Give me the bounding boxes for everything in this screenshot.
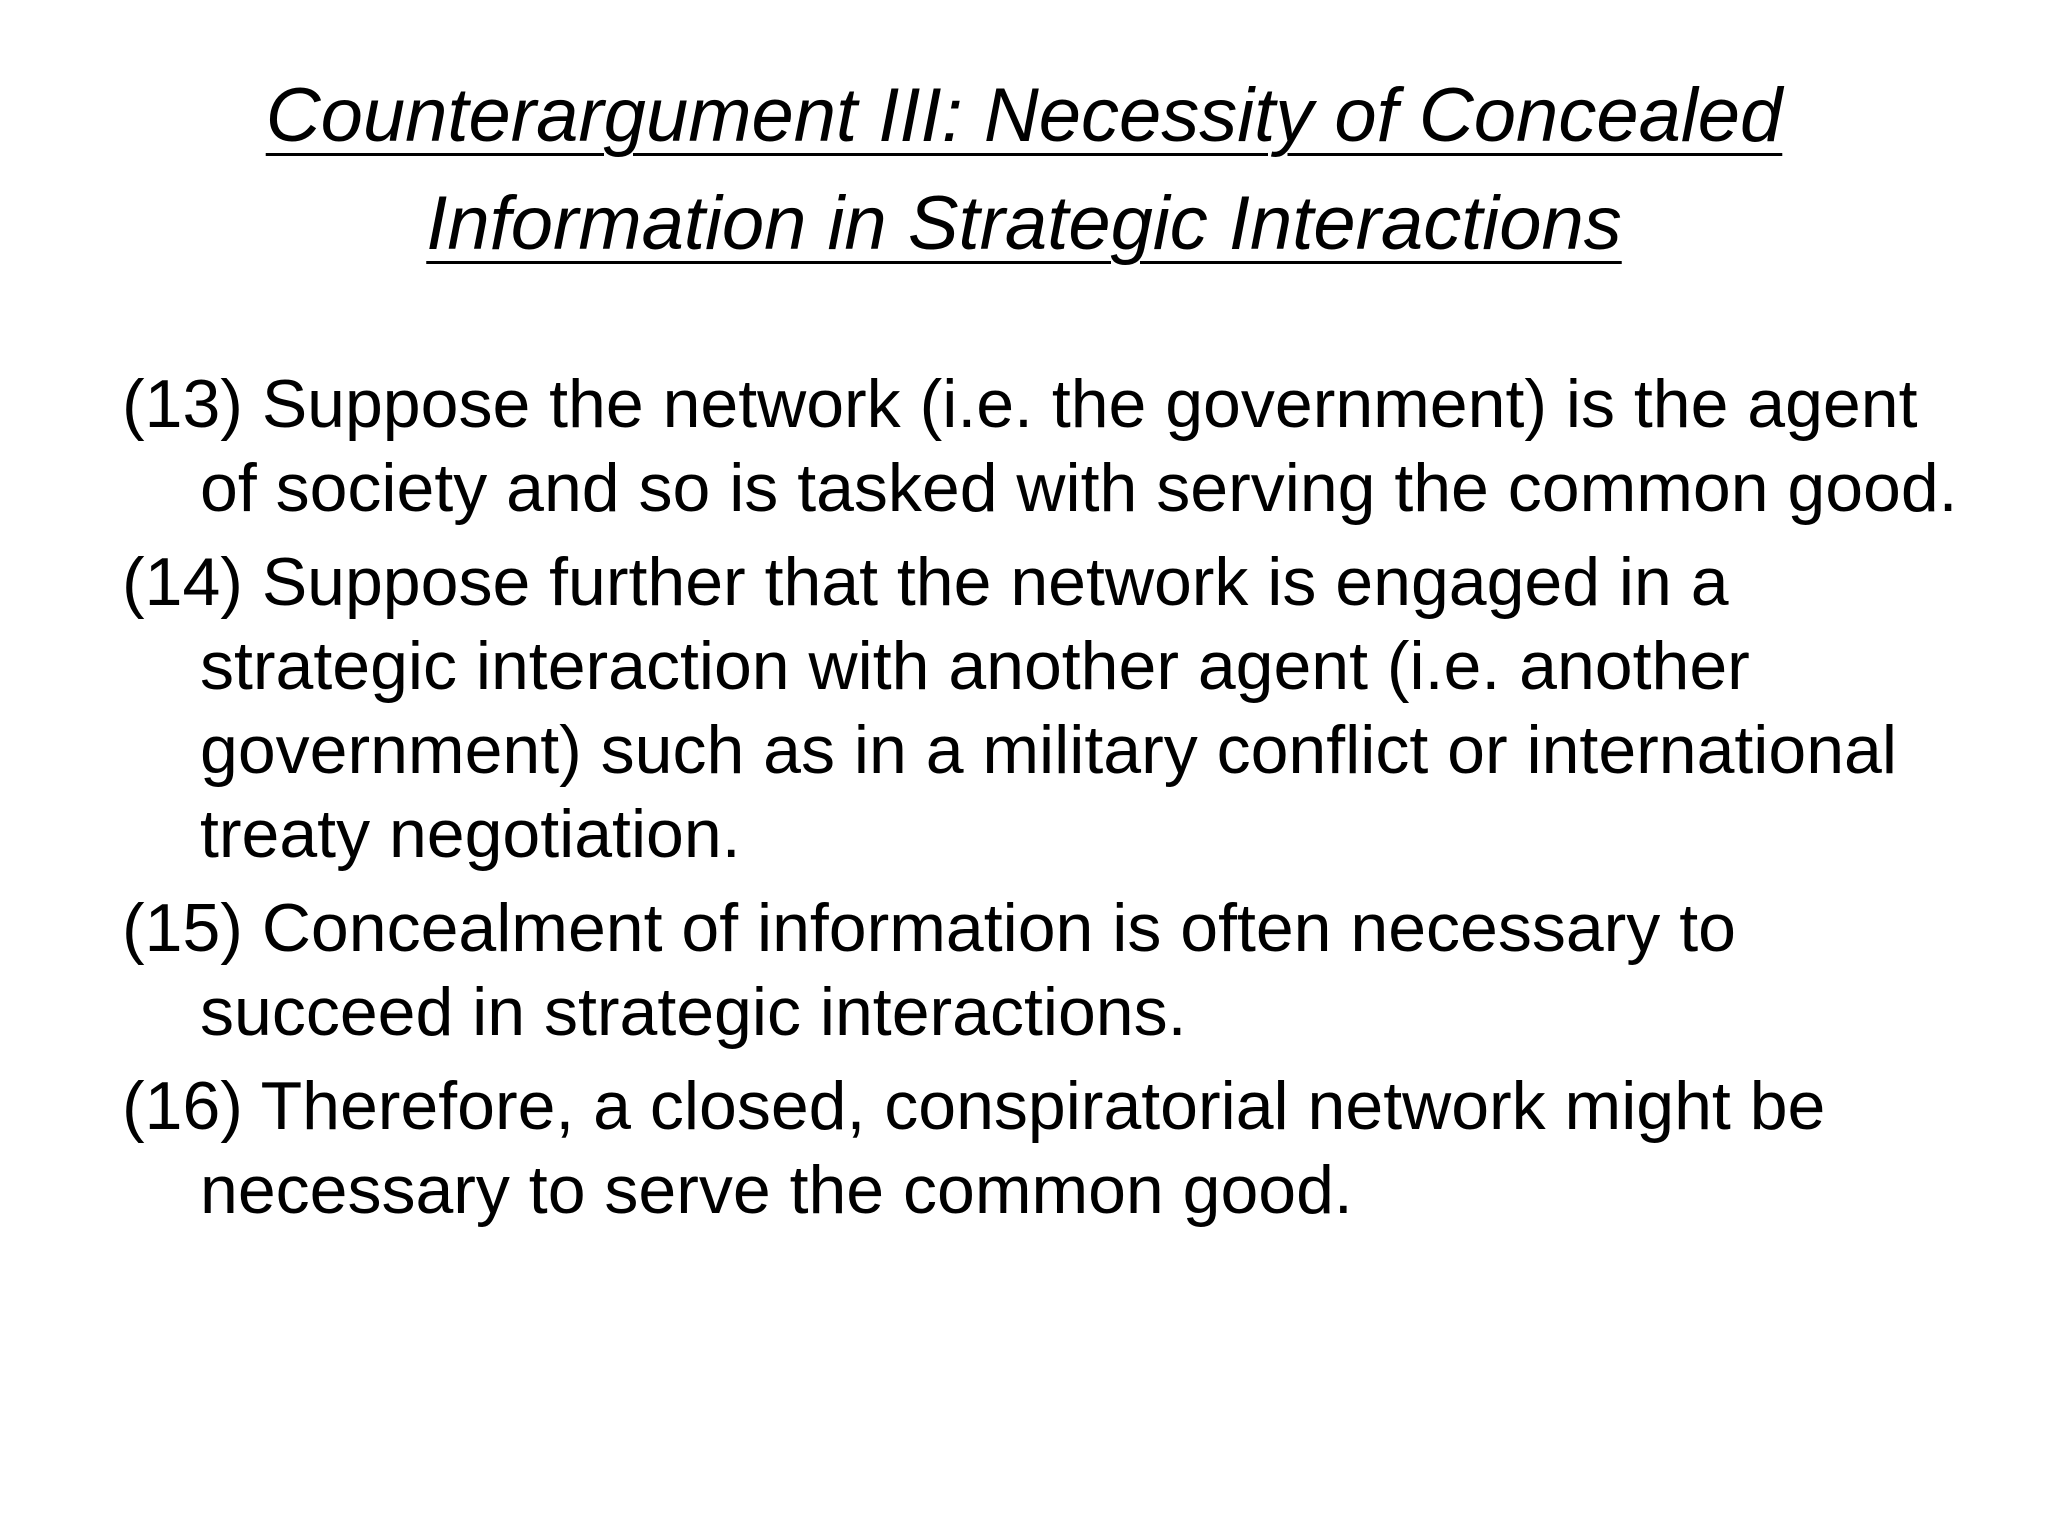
argument-point-15: (15) Concealment of information is often necessary to succeed in strategic interactions.: [122, 890, 1736, 1050]
slide-title: [104, 62, 1944, 278]
argument-point-13: (13) Suppose the network (i.e. the government) is the agent of society and so is tasked with serving the common good.: [122, 366, 1958, 526]
argument-point-16: (16) Therefore, a closed, conspiratorial network might be necessary to serve the common good.: [122, 1068, 1826, 1228]
slide-title-line-2: Information in Strategic Interactions: [426, 181, 1622, 266]
slide-title-line-1: Counterargument III: Necessity of Concealed: [265, 73, 1783, 158]
argument-point-14: (14) Suppose further that the network is engaged in a strategic interaction with another agent (i.e. another government) such as in a military conflict or international treaty negotiation.: [122, 544, 1897, 872]
argument-list: [122, 362, 1962, 1242]
